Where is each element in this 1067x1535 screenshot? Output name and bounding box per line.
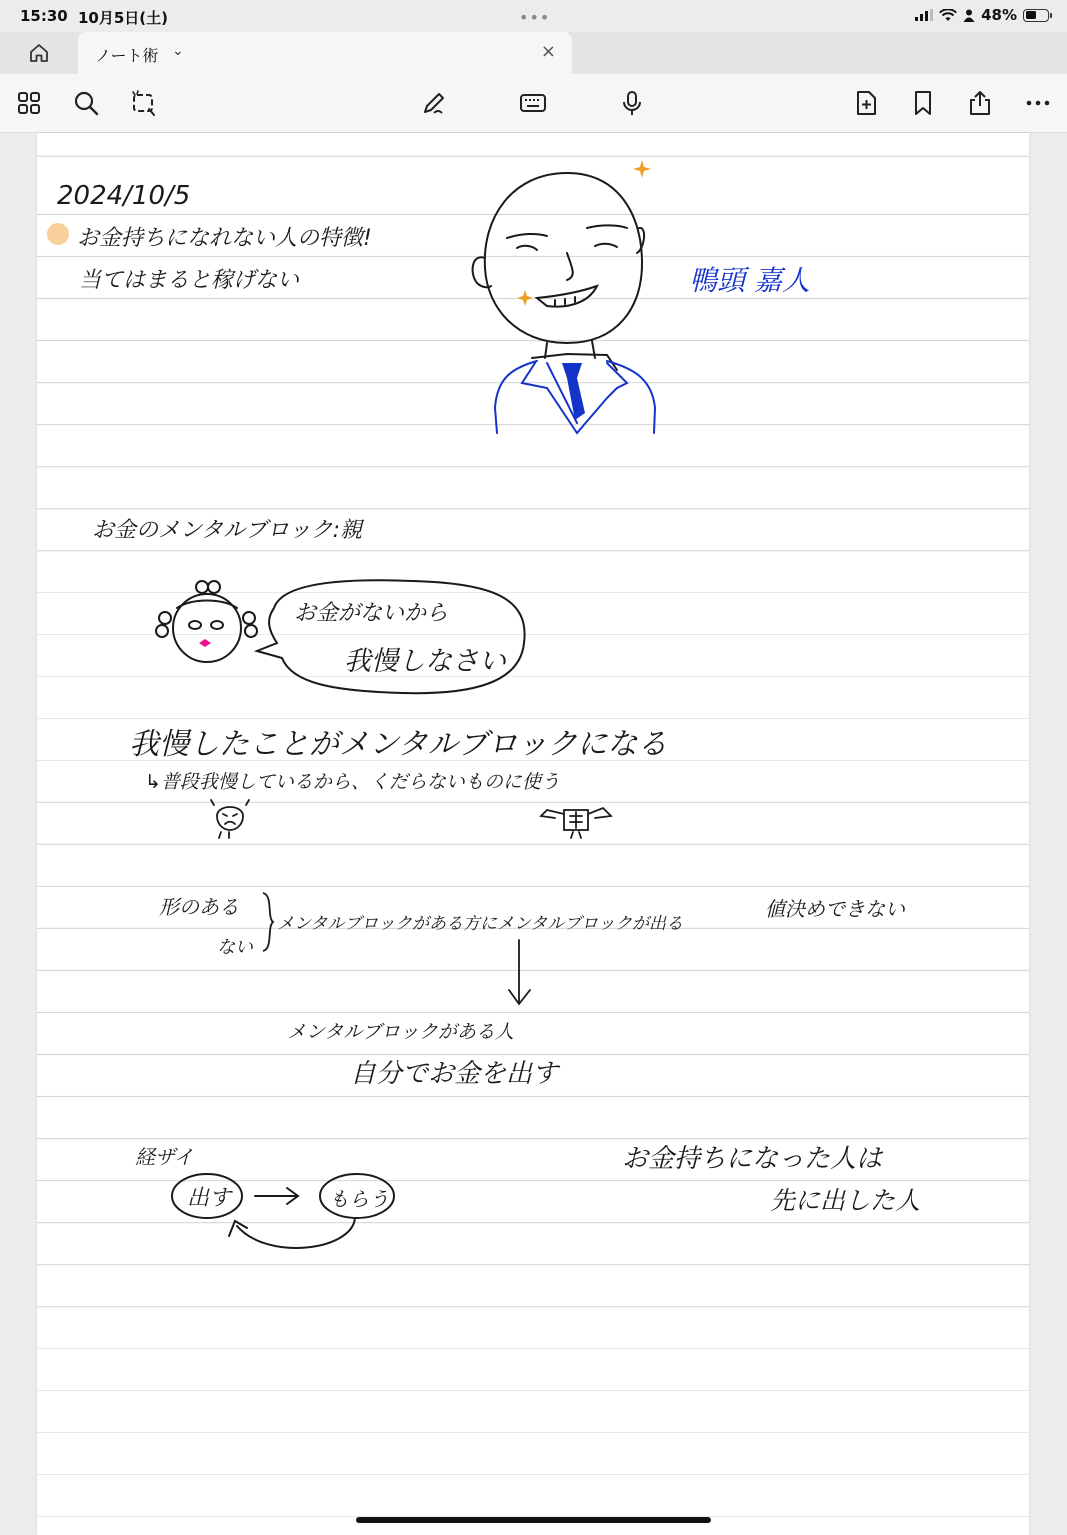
status-indicators xyxy=(915,5,1049,25)
microphone-button[interactable] xyxy=(614,85,650,121)
mental-compare: メンタルブロックがある方にメンタルブロックが出る xyxy=(277,914,683,934)
share-icon xyxy=(966,89,994,117)
more-button[interactable] xyxy=(1020,85,1056,121)
note-date: 2024/10/5 xyxy=(57,181,191,211)
page-area[interactable] xyxy=(0,133,1067,1535)
grid-icon xyxy=(15,89,43,117)
rich-line1: お金持ちになった人は xyxy=(622,1144,883,1174)
tab-note[interactable] xyxy=(78,32,572,74)
shape-aru: 形のある xyxy=(159,895,239,919)
keyboard-icon xyxy=(519,89,547,117)
battery-percent: 48% xyxy=(981,6,1017,24)
tab-bar xyxy=(0,32,1067,74)
sub-line: ↳普段我慢しているから、くだらないものに使う xyxy=(145,771,560,793)
chevron-down-icon[interactable]: ⌄ xyxy=(172,43,184,59)
home-icon xyxy=(28,42,50,64)
status-bar xyxy=(0,0,1067,32)
economy-label: 経ザイ xyxy=(135,1145,194,1169)
portrait-drawing xyxy=(467,158,667,438)
section-title: お金のメンタルブロック:親 xyxy=(92,518,363,543)
search-icon xyxy=(72,89,100,117)
big-line: 我慢したことがメンタルブロックになる xyxy=(129,727,668,762)
person-name: 鴨頭 嘉人 xyxy=(689,264,810,297)
add-page-button[interactable] xyxy=(848,85,884,121)
lasso-icon xyxy=(129,89,157,117)
rich-line2: 先に出した人 xyxy=(770,1186,921,1215)
sad-face-doodle xyxy=(205,796,255,841)
curly-brace xyxy=(259,891,279,953)
thumbnails-button[interactable] xyxy=(11,85,47,121)
dasu-label: 出す xyxy=(187,1186,232,1211)
home-button[interactable] xyxy=(24,40,54,66)
note-heading: お金持ちになれない人の特徴! xyxy=(77,226,372,251)
person-icon xyxy=(963,9,975,22)
battery-icon xyxy=(1023,9,1049,22)
pen-icon xyxy=(420,89,448,117)
close-tab-button[interactable]: × xyxy=(540,41,556,62)
cannot-decide: 値決めできない xyxy=(765,897,905,921)
status-time: 15:30 xyxy=(20,7,68,25)
note-subheading: 当てはまると稼げない xyxy=(79,268,300,293)
bookmark-button[interactable] xyxy=(905,85,941,121)
flying-money-doodle xyxy=(537,798,617,843)
cellular-icon xyxy=(915,9,933,21)
down-arrow xyxy=(505,938,535,1008)
keyboard-button[interactable] xyxy=(515,85,551,121)
search-button[interactable] xyxy=(68,85,104,121)
morau-label: もらう xyxy=(329,1187,389,1211)
mic-icon xyxy=(618,89,646,117)
wifi-icon xyxy=(939,9,957,22)
tab-title: ノート術 xyxy=(95,46,159,65)
pen-tool-button[interactable] xyxy=(416,85,452,121)
more-icon xyxy=(1024,89,1052,117)
speech-bubble xyxy=(252,573,532,698)
note-page[interactable] xyxy=(37,133,1029,1535)
status-date: 10月5日(土) xyxy=(78,9,169,27)
result-line1: メンタルブロックがある人 xyxy=(287,1021,514,1043)
speech-line2: 我慢しなさい xyxy=(344,646,506,677)
add-page-icon xyxy=(852,89,880,117)
bookmark-icon xyxy=(909,89,937,117)
highlight-dot xyxy=(47,223,69,245)
shape-nai: ない xyxy=(217,937,253,958)
lasso-button[interactable] xyxy=(125,85,161,121)
share-button[interactable] xyxy=(962,85,998,121)
toolbar xyxy=(0,74,1067,133)
multitasking-dots[interactable]: ••• xyxy=(519,8,551,27)
speech-line1: お金がないから xyxy=(294,601,449,626)
mother-doodle xyxy=(147,573,267,668)
home-indicator[interactable] xyxy=(356,1517,711,1523)
result-line2: 自分でお金を出す xyxy=(350,1059,559,1089)
